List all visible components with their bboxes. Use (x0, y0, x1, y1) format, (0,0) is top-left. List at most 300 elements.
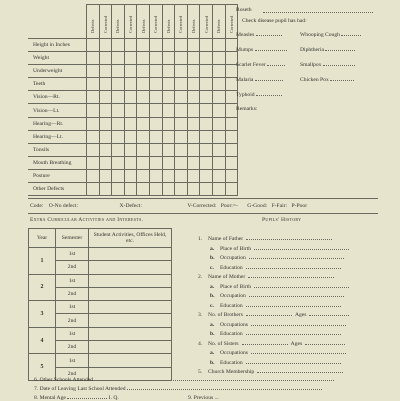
health-cell[interactable] (187, 143, 200, 156)
health-cell[interactable] (112, 91, 125, 104)
history-item-label: No. of Brothers (208, 312, 243, 318)
health-cell[interactable] (99, 169, 112, 182)
health-cell[interactable] (162, 117, 175, 130)
health-cell[interactable] (149, 130, 162, 143)
history-item-line[interactable] (246, 363, 341, 364)
health-cell[interactable] (162, 91, 175, 104)
activity-cell[interactable] (89, 248, 172, 261)
history-item-number: 4. (198, 340, 203, 347)
health-cell[interactable] (99, 117, 112, 130)
health-cell[interactable] (175, 52, 188, 65)
history-item (198, 341, 378, 351)
health-cell[interactable] (162, 130, 175, 143)
health-cell[interactable] (200, 117, 213, 130)
health-cell[interactable] (149, 39, 162, 52)
semester-label: 2nd (56, 314, 89, 327)
history-item-line[interactable] (248, 277, 334, 278)
roseth-line (263, 12, 373, 13)
year-number: 4 (29, 327, 56, 354)
health-cell[interactable] (137, 65, 150, 78)
health-cell[interactable] (112, 39, 125, 52)
semester-label: 1st (56, 301, 89, 314)
col-header: Corrected (178, 15, 184, 33)
health-cell[interactable] (175, 91, 188, 104)
health-cell[interactable] (175, 169, 188, 182)
health-cell[interactable] (137, 104, 150, 117)
health-cell[interactable] (187, 39, 200, 52)
disease-smallpox: Smallpox (300, 62, 355, 68)
health-cell[interactable] (175, 78, 188, 91)
history-item-label: Occupation (220, 293, 246, 299)
health-row (28, 117, 238, 130)
health-cell[interactable] (187, 183, 200, 196)
semester-label: 1st (56, 327, 89, 340)
history-item-line[interactable] (251, 353, 346, 354)
health-cell[interactable] (149, 143, 162, 156)
rule-bottom (28, 213, 378, 214)
col-activities: Student Activities, Offices Held, etc. (89, 229, 172, 248)
health-row (28, 65, 238, 78)
activity-row (29, 301, 172, 314)
health-cell[interactable] (225, 169, 238, 182)
col-header: Corrected (228, 15, 234, 33)
health-cell[interactable] (112, 104, 125, 117)
code-line (30, 203, 375, 209)
health-row-label: Tonsils (28, 143, 87, 156)
activity-cell[interactable] (89, 341, 172, 354)
history-item-line[interactable] (246, 268, 341, 269)
health-cell[interactable] (162, 169, 175, 182)
health-cell[interactable] (225, 117, 238, 130)
health-cell[interactable] (212, 156, 225, 169)
history-item-label: Occupation (220, 255, 246, 261)
date-leaving: 7. Date of Leaving Last School Attended (34, 386, 322, 392)
history-item-line[interactable] (246, 306, 341, 307)
health-cell[interactable] (200, 39, 213, 52)
health-cell[interactable] (99, 91, 112, 104)
history-item-label: Education (220, 264, 243, 271)
history-item-line[interactable] (251, 325, 346, 326)
history-item-label: Name of Father (208, 236, 244, 242)
disease-scarlet-fever: Scarlet Fever (236, 62, 285, 68)
history-item-line[interactable] (254, 249, 349, 250)
health-cell[interactable] (212, 130, 225, 143)
history-item-label: Place of Birth (220, 245, 252, 252)
col-header: Corrected (203, 15, 209, 33)
semester-label: 1st (56, 354, 89, 367)
health-cell[interactable] (175, 65, 188, 78)
col-semester: Semester (56, 229, 89, 248)
health-cell[interactable] (124, 91, 137, 104)
year-number: 3 (29, 301, 56, 328)
history-item (198, 284, 378, 294)
history-item-letter: a. (210, 283, 215, 290)
health-cell[interactable] (175, 39, 188, 52)
history-item-line[interactable] (242, 344, 288, 345)
health-cell[interactable] (87, 52, 100, 65)
col-header: Corrected (153, 15, 159, 33)
history-ages-line[interactable] (309, 315, 349, 316)
code-corrected: V-Corrected: (187, 203, 217, 209)
health-row-label: Other Defects (28, 183, 87, 196)
code-good: G-Good: (247, 203, 268, 209)
history-item-label: Place of Birth (220, 283, 252, 290)
activity-cell[interactable] (89, 314, 172, 327)
history-item-label: Education (220, 302, 243, 309)
health-cell[interactable] (87, 104, 100, 117)
activity-row (29, 327, 172, 340)
health-row-label: Weight (28, 52, 87, 65)
disease-measles: Measles (236, 32, 282, 38)
health-cell[interactable] (162, 156, 175, 169)
health-cell[interactable] (99, 104, 112, 117)
health-row (28, 169, 238, 182)
health-cell[interactable] (187, 91, 200, 104)
health-cell[interactable] (137, 39, 150, 52)
history-item-letter: a. (210, 245, 215, 252)
health-row (28, 52, 238, 65)
health-row (28, 143, 238, 156)
health-cell[interactable] (149, 117, 162, 130)
health-cell[interactable] (187, 78, 200, 91)
code-fair: F-Fair: (271, 203, 288, 209)
health-row-label: Hearing—Rt. (28, 117, 87, 130)
activity-cell[interactable] (89, 354, 172, 367)
history-item (198, 236, 378, 246)
health-row (28, 39, 238, 52)
roseth-label: Roseth (236, 7, 252, 13)
health-cell[interactable] (200, 65, 213, 78)
activity-cell[interactable] (89, 287, 172, 300)
health-cell[interactable] (99, 39, 112, 52)
health-row (28, 91, 238, 104)
activities-heading: Extra Curricular Activities and Interests. (30, 217, 144, 223)
history-item-number: 2. (198, 274, 203, 280)
health-cell[interactable] (187, 156, 200, 169)
health-cell[interactable] (112, 52, 125, 65)
health-cell[interactable] (200, 143, 213, 156)
code-poor-mark: Poor:=- (220, 203, 238, 209)
health-cell[interactable] (137, 117, 150, 130)
col-header: Defects (90, 19, 96, 33)
health-cell[interactable] (149, 104, 162, 117)
history-item-letter: c. (210, 264, 214, 271)
health-cell[interactable] (175, 104, 188, 117)
semester-label: 2nd (56, 341, 89, 354)
history-item-label: No. of Sisters (208, 340, 239, 347)
health-row-label: Vision—Rt. (28, 91, 87, 104)
previous-line: 9. Previous ... (188, 395, 219, 401)
health-cell[interactable] (175, 117, 188, 130)
health-cell[interactable] (124, 65, 137, 78)
health-cell[interactable] (137, 143, 150, 156)
history-item-letter: b. (210, 359, 215, 366)
health-cell[interactable] (87, 143, 100, 156)
health-cell[interactable] (124, 143, 137, 156)
disease-chicken-pox: Chicken Pox (300, 77, 354, 83)
health-cell[interactable] (149, 91, 162, 104)
health-cell[interactable] (87, 169, 100, 182)
remarks-label: Remarks: (236, 106, 258, 112)
health-row (28, 78, 238, 91)
health-cell[interactable] (87, 39, 100, 52)
health-cell[interactable] (212, 78, 225, 91)
health-cell[interactable] (137, 78, 150, 91)
code-no-defect: O-No defect: (48, 203, 79, 209)
history-item (198, 265, 378, 275)
col-header: Defects (191, 19, 197, 33)
health-cell[interactable] (200, 91, 213, 104)
health-cell[interactable] (162, 183, 175, 196)
health-cell[interactable] (175, 143, 188, 156)
history-item-number: 1. (198, 236, 203, 242)
history-item-line[interactable] (257, 372, 343, 373)
rule-top (28, 198, 378, 199)
health-cell[interactable] (112, 143, 125, 156)
health-cell[interactable] (200, 169, 213, 182)
health-cell[interactable] (87, 78, 100, 91)
activity-row (29, 354, 172, 367)
history-item (198, 303, 378, 313)
col-header: Corrected (128, 15, 134, 33)
health-cell[interactable] (137, 91, 150, 104)
health-cell[interactable] (112, 169, 125, 182)
health-cell[interactable] (137, 130, 150, 143)
health-cell[interactable] (187, 169, 200, 182)
history-item-label: Occupations (220, 350, 248, 356)
health-row-label: Height in Inches (28, 39, 87, 52)
health-cell[interactable] (124, 39, 137, 52)
health-cell[interactable] (162, 104, 175, 117)
activity-row (29, 274, 172, 287)
history-item-letter: a. (210, 350, 215, 356)
health-cell[interactable] (99, 65, 112, 78)
health-cell[interactable] (162, 39, 175, 52)
history-item-line[interactable] (249, 296, 344, 297)
activity-cell[interactable] (89, 274, 172, 287)
health-cell[interactable] (124, 183, 137, 196)
health-cell[interactable] (212, 52, 225, 65)
history-item-label: Occupations (220, 321, 248, 328)
health-cell[interactable] (112, 65, 125, 78)
history-ages-label: Ages (290, 340, 303, 347)
history-item (198, 246, 378, 256)
semester-label: 2nd (56, 287, 89, 300)
health-cell[interactable] (112, 183, 125, 196)
semester-label: 1st (56, 248, 89, 261)
health-cell[interactable] (112, 156, 125, 169)
health-cell[interactable] (99, 78, 112, 91)
history-item (198, 293, 378, 303)
health-cell[interactable] (187, 65, 200, 78)
health-cell[interactable] (124, 156, 137, 169)
activity-cell[interactable] (89, 301, 172, 314)
health-cell[interactable] (87, 183, 100, 196)
health-row (28, 104, 238, 117)
health-cell[interactable] (162, 65, 175, 78)
health-cell[interactable] (212, 183, 225, 196)
history-item-number: 5. (198, 369, 203, 375)
health-cell[interactable] (225, 130, 238, 143)
disease-whooping-cough: Whooping Cough (300, 32, 361, 38)
health-cell[interactable] (112, 117, 125, 130)
health-cell[interactable] (187, 104, 200, 117)
health-cell[interactable] (212, 65, 225, 78)
disease-typhoid: Typhoid (236, 92, 282, 98)
history-list (198, 236, 378, 379)
history-item (198, 350, 378, 360)
code-defect: X-Defect: (119, 203, 142, 209)
code-poor: P-Poor (291, 203, 308, 209)
health-cell[interactable] (200, 130, 213, 143)
health-cell[interactable] (87, 130, 100, 143)
history-item-letter: b. (210, 331, 215, 337)
history-item-line[interactable] (246, 239, 332, 240)
other-schools: 6. Other Schools Attended (34, 377, 334, 383)
health-cell[interactable] (200, 156, 213, 169)
health-cell[interactable] (99, 130, 112, 143)
health-row-label: Posture (28, 169, 87, 182)
history-ages-label: Ages (294, 312, 307, 318)
col-header: Defects (140, 19, 146, 33)
history-item-line[interactable] (254, 287, 349, 288)
health-cell[interactable] (212, 117, 225, 130)
history-item-label: Education (220, 331, 243, 337)
health-cell[interactable] (124, 130, 137, 143)
history-item-line[interactable] (246, 334, 341, 335)
history-item (198, 331, 378, 341)
health-cell[interactable] (99, 52, 112, 65)
health-cell[interactable] (87, 65, 100, 78)
health-row-label: Underweight (28, 65, 87, 78)
health-row-label: Hearing—Lt. (28, 130, 87, 143)
health-cell[interactable] (200, 78, 213, 91)
health-cell[interactable] (187, 117, 200, 130)
health-cell[interactable] (187, 130, 200, 143)
history-item (198, 322, 378, 332)
health-cell[interactable] (149, 156, 162, 169)
health-cell[interactable] (162, 52, 175, 65)
health-cell[interactable] (99, 156, 112, 169)
health-row-label: Vision—Lt. (28, 104, 87, 117)
semester-label: 1st (56, 274, 89, 287)
health-cell[interactable] (212, 143, 225, 156)
code-label: Code: (30, 203, 44, 209)
activity-cell[interactable] (89, 261, 172, 274)
col-header: Defects (216, 19, 222, 33)
history-item-letter: a. (210, 321, 215, 328)
semester-label: 2nd (56, 261, 89, 274)
history-ages-line[interactable] (305, 344, 345, 345)
history-item (198, 255, 378, 265)
semester-label: 2nd (56, 367, 89, 380)
health-cell[interactable] (124, 117, 137, 130)
health-cell[interactable] (212, 104, 225, 117)
activities-table (28, 228, 172, 381)
health-cell[interactable] (200, 52, 213, 65)
health-cell[interactable] (149, 169, 162, 182)
health-cell[interactable] (175, 183, 188, 196)
health-cell[interactable] (212, 91, 225, 104)
health-cell[interactable] (212, 169, 225, 182)
check-disease-label: Check disease pupil has had: (242, 18, 307, 24)
col-header: Defects (165, 19, 171, 33)
health-cell[interactable] (112, 130, 125, 143)
health-cell[interactable] (137, 52, 150, 65)
health-cell[interactable] (225, 156, 238, 169)
health-cell[interactable] (200, 183, 213, 196)
history-item-line[interactable] (246, 315, 292, 316)
health-cell[interactable] (162, 143, 175, 156)
health-cell[interactable] (124, 169, 137, 182)
health-cell[interactable] (87, 156, 100, 169)
activity-row (29, 248, 172, 261)
health-cell[interactable] (149, 52, 162, 65)
history-item-label: Education (220, 359, 243, 366)
history-item (198, 360, 378, 370)
health-cell[interactable] (99, 183, 112, 196)
history-item-line[interactable] (249, 258, 344, 259)
health-row-label: Teeth (28, 78, 87, 91)
year-number: 5 (29, 354, 56, 381)
health-cell[interactable] (149, 183, 162, 196)
history-item (198, 274, 378, 284)
health-cell[interactable] (162, 78, 175, 91)
health-cell[interactable] (124, 104, 137, 117)
health-cell[interactable] (137, 156, 150, 169)
col-header: Corrected (102, 15, 108, 33)
history-item-letter: b. (210, 255, 215, 261)
history-item-letter: c. (210, 302, 214, 309)
health-cell[interactable] (137, 169, 150, 182)
health-cell[interactable] (112, 78, 125, 91)
health-row-label: Mouth Breathing (28, 156, 87, 169)
health-cell[interactable] (99, 143, 112, 156)
health-cell[interactable] (212, 39, 225, 52)
health-cell[interactable] (124, 52, 137, 65)
history-item-number: 3. (198, 312, 203, 318)
disease-diphtheria: Diphtheria (300, 47, 355, 53)
activity-cell[interactable] (89, 327, 172, 340)
health-cell[interactable] (175, 156, 188, 169)
history-item (198, 312, 378, 322)
col-header: Defects (115, 19, 121, 33)
health-cell[interactable] (149, 78, 162, 91)
history-heading: Pupils' History (262, 217, 302, 223)
health-cell[interactable] (124, 78, 137, 91)
health-row (28, 183, 238, 196)
disease-malaria: Malaria (236, 77, 283, 83)
health-cell[interactable] (225, 183, 238, 196)
health-cell[interactable] (87, 117, 100, 130)
history-item-letter: b. (210, 293, 215, 299)
history-item-label: Church Membership (208, 369, 255, 375)
health-cell[interactable] (225, 143, 238, 156)
health-cell[interactable] (200, 104, 213, 117)
health-cell[interactable] (137, 183, 150, 196)
disease-mumps: Mumps (236, 47, 287, 53)
health-cell[interactable] (187, 52, 200, 65)
health-cell[interactable] (149, 65, 162, 78)
col-year: Year (29, 229, 56, 248)
mental-age: 8. Mental Age I. Q. (34, 395, 119, 401)
year-number: 2 (29, 274, 56, 301)
health-cell[interactable] (175, 130, 188, 143)
year-number: 1 (29, 248, 56, 275)
history-item-label: Name of Mother (208, 274, 246, 280)
health-cell[interactable] (87, 91, 100, 104)
health-grid (28, 4, 238, 196)
